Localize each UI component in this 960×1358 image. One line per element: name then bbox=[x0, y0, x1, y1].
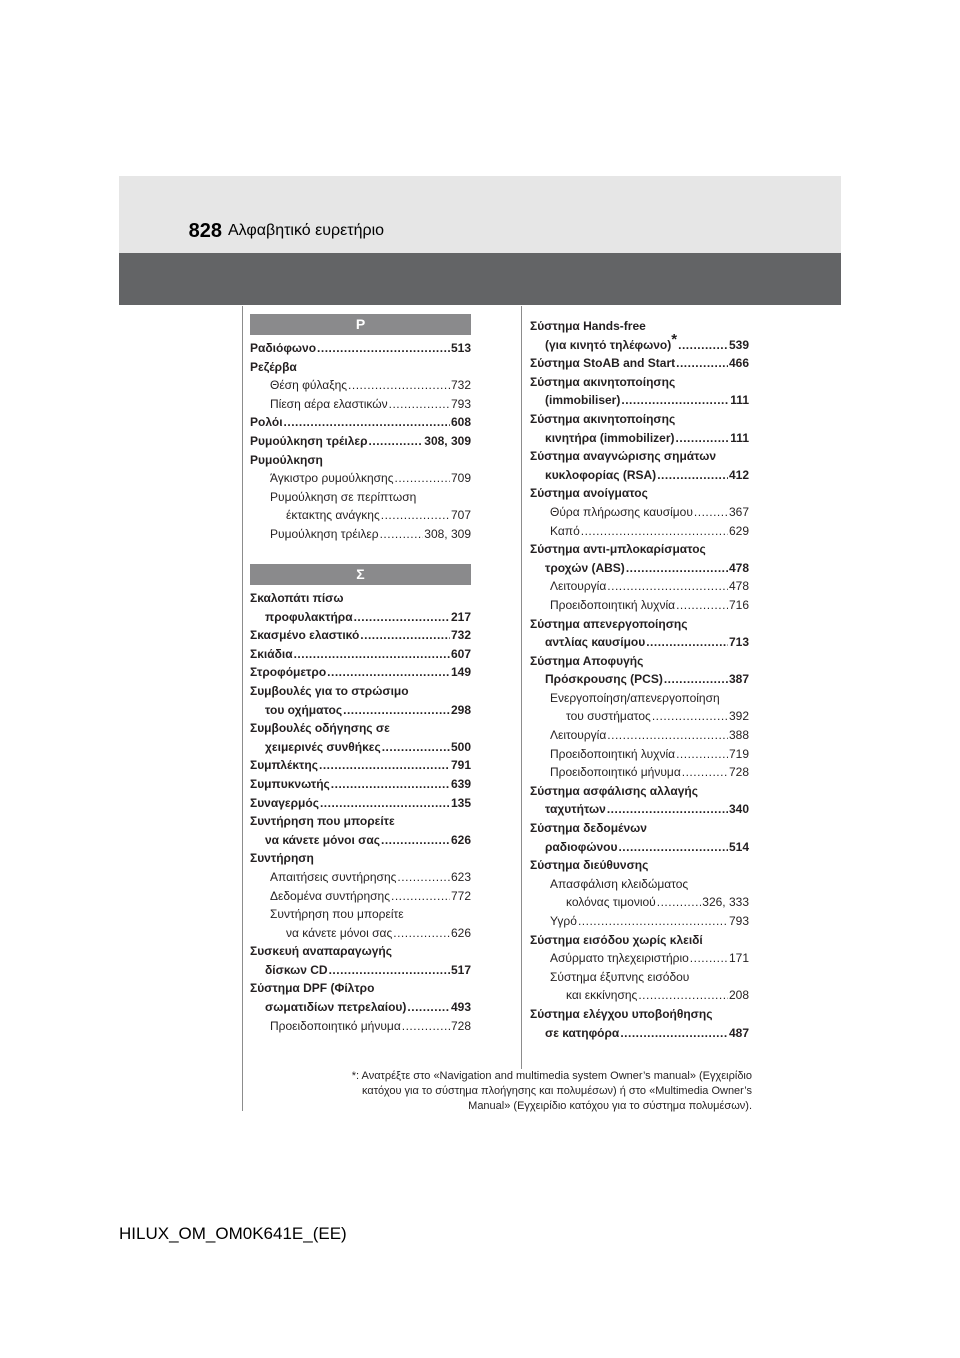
dot-leader bbox=[618, 838, 728, 857]
dot-leader bbox=[329, 961, 450, 980]
index-entry-text: Θύρα πλήρωσης καυσίμου bbox=[550, 504, 693, 519]
index-entry bbox=[250, 849, 471, 868]
document-code: HILUX_OM_OM0K641E_(EE) bbox=[119, 1224, 347, 1243]
dot-leader bbox=[395, 469, 450, 488]
index-entry bbox=[530, 1024, 749, 1043]
index-entry bbox=[530, 484, 749, 503]
index-entry bbox=[250, 376, 471, 395]
dot-leader bbox=[690, 949, 728, 968]
index-entry-page: 308, 309 bbox=[424, 526, 471, 541]
dot-leader bbox=[581, 522, 728, 541]
index-entry bbox=[530, 670, 749, 689]
index-entry-page: 732 bbox=[450, 378, 471, 393]
index-entry bbox=[250, 756, 471, 775]
index-entry-page: 478 bbox=[728, 579, 749, 594]
index-entry bbox=[530, 652, 749, 671]
index-entry-text: Ρυμούλκηση σε περίπτωση bbox=[270, 489, 417, 504]
index-entry-page: 135 bbox=[450, 795, 471, 810]
index-entry bbox=[530, 838, 749, 857]
footnote-line-1: : Ανατρέξτε στο «Navigation and multimedia system Owner’s manual» (Εγχειρίδιο bbox=[356, 1070, 752, 1082]
index-entry-text: Ρυμούλκηση bbox=[250, 452, 323, 467]
index-entry-page: 514 bbox=[728, 839, 749, 854]
index-entry-text: να κάνετε μόνοι σας bbox=[265, 832, 380, 847]
index-list-right bbox=[530, 317, 749, 1042]
index-entry-text: Συμβουλές για το στρώσιμο bbox=[250, 683, 409, 698]
index-entry-page: 608 bbox=[450, 415, 471, 430]
index-entry-page: 111 bbox=[730, 393, 749, 408]
index-entry bbox=[530, 466, 749, 485]
dot-leader bbox=[380, 525, 424, 544]
index-entry-text: Συμβουλές οδήγησης σε bbox=[250, 721, 390, 736]
footnote-line-2: κατόχου για το σύστημα πλοήγησης και πολυμέσων) ή στο «Multimedia Owner’s bbox=[361, 1085, 752, 1097]
index-entry-page: 171 bbox=[728, 951, 749, 966]
footnote bbox=[250, 1069, 752, 1114]
dot-leader bbox=[694, 503, 728, 522]
index-entry-text: Θέση φύλαξης bbox=[270, 378, 348, 393]
index-entry-page: 793 bbox=[728, 914, 749, 928]
index-entry-page: 719 bbox=[728, 746, 749, 761]
index-entry bbox=[530, 689, 749, 708]
index-entry-text: Προειδοποιητικό μήνυμα bbox=[550, 765, 681, 780]
dot-leader bbox=[360, 626, 450, 645]
index-entry-text: Συμπυκνωτής bbox=[250, 776, 330, 791]
index-entry bbox=[250, 488, 471, 507]
column-divider-middle bbox=[521, 306, 522, 1069]
index-entry-page: 149 bbox=[450, 665, 471, 680]
index-entry bbox=[530, 819, 749, 838]
index-entry-text: Λειτουργία bbox=[550, 579, 607, 594]
index-entry bbox=[530, 577, 749, 596]
index-entry bbox=[530, 447, 749, 466]
dot-leader bbox=[319, 756, 450, 775]
index-entry-text: Σύστημα αντι-μπλοκαρίσματος bbox=[530, 542, 706, 557]
dot-leader bbox=[320, 794, 450, 813]
dot-leader bbox=[676, 354, 728, 373]
index-entry bbox=[530, 633, 749, 652]
index-entry-text: (για κινητό τηλέφωνο) bbox=[545, 337, 672, 352]
index-entry-text: Σκιάδια bbox=[250, 646, 293, 661]
index-entry-page: 387 bbox=[728, 672, 749, 687]
index-entry-text: κολόνας τιμονιού bbox=[566, 895, 656, 910]
index-entry-page: 208 bbox=[728, 988, 749, 1003]
index-entry bbox=[530, 949, 749, 968]
index-entry bbox=[250, 738, 471, 757]
index-entry-text: Ραδιόφωνο bbox=[250, 341, 317, 355]
column-divider-left bbox=[242, 306, 243, 1111]
index-entry-text: Σύστημα αναγνώρισης σημάτων bbox=[530, 449, 717, 464]
section-header-s: Σ bbox=[250, 564, 471, 585]
index-entry bbox=[250, 905, 471, 924]
dot-leader bbox=[391, 887, 450, 906]
index-entry bbox=[250, 719, 471, 738]
index-entry-text: Σύστημα ελέγχου υποβοήθησης bbox=[530, 1006, 713, 1021]
index-entry-text: Πίεση αέρα ελαστικών bbox=[270, 396, 388, 411]
index-entry-text: Σύστημα απενεργοποίησης bbox=[530, 616, 688, 631]
index-entry bbox=[250, 682, 471, 701]
index-entry-page: 478 bbox=[728, 560, 749, 575]
index-entry bbox=[250, 626, 471, 645]
index-list-s bbox=[250, 589, 471, 1035]
index-entry-text: Καπό bbox=[550, 523, 580, 538]
dot-leader bbox=[381, 506, 450, 525]
index-entry bbox=[530, 373, 749, 392]
index-entry bbox=[530, 330, 749, 355]
index-entry bbox=[530, 540, 749, 559]
index-entry-page: 517 bbox=[450, 962, 471, 977]
index-entry-text: Συντήρηση που μπορείτε bbox=[250, 814, 395, 829]
index-entry bbox=[530, 707, 749, 726]
index-entry-text: προφυλακτήρα bbox=[265, 609, 353, 624]
index-entry-text: Σκασμένο ελαστικό bbox=[250, 628, 360, 643]
index-entry-page: 493 bbox=[450, 1000, 471, 1015]
index-entry-text: Προειδοποιητικό μήνυμα bbox=[270, 1018, 401, 1033]
dot-leader bbox=[343, 701, 450, 720]
index-entry-page: 639 bbox=[450, 776, 471, 791]
index-entry bbox=[530, 912, 749, 931]
index-entry-text: δίσκων CD bbox=[265, 962, 328, 977]
index-entry-text: Σύστημα Αποφυγής bbox=[530, 653, 644, 668]
dot-leader bbox=[389, 395, 450, 414]
index-entry-text: Συντήρηση bbox=[250, 851, 314, 866]
index-entry-text: Σύστημα ακινητοποίησης bbox=[530, 374, 676, 389]
index-entry-page: 466 bbox=[728, 356, 749, 371]
index-entry-page: 709 bbox=[450, 471, 471, 486]
page-number: 828 bbox=[188, 220, 222, 242]
index-entry bbox=[530, 856, 749, 875]
index-entry-page: 487 bbox=[728, 1025, 749, 1040]
dot-leader bbox=[638, 986, 728, 1005]
dot-leader bbox=[676, 429, 730, 448]
index-entry-text: Προειδοποιητική λυχνία bbox=[550, 746, 676, 761]
index-entry-page: 626 bbox=[450, 925, 471, 940]
index-entry-page: 298 bbox=[450, 702, 471, 717]
index-entry bbox=[530, 391, 749, 410]
index-entry-text: του συστήματος bbox=[566, 709, 651, 724]
index-entry-text: Στροφόμετρο bbox=[250, 665, 327, 680]
dot-leader bbox=[676, 745, 728, 764]
dot-leader bbox=[652, 707, 728, 726]
index-entry bbox=[530, 429, 749, 448]
index-entry-page: 217 bbox=[450, 609, 471, 624]
index-entry bbox=[530, 596, 749, 615]
dot-leader bbox=[331, 775, 450, 794]
header-band bbox=[119, 253, 841, 305]
index-entry-text: σωματιδίων πετρελαίου) bbox=[265, 1000, 407, 1015]
index-entry bbox=[250, 924, 471, 943]
dot-leader bbox=[294, 645, 450, 664]
index-entry bbox=[250, 775, 471, 794]
index-entry bbox=[250, 1017, 471, 1036]
dot-leader bbox=[664, 670, 728, 689]
index-entry-text: ταχυτήτων bbox=[545, 802, 606, 817]
index-entry-page: 111 bbox=[730, 430, 749, 445]
index-entry-text: Σύστημα DPF (Φίλτρο bbox=[250, 981, 375, 996]
index-entry-text: να κάνετε μόνοι σας bbox=[286, 925, 393, 940]
dot-leader bbox=[327, 663, 450, 682]
index-entry bbox=[530, 726, 749, 745]
index-entry-text: και εκκίνησης bbox=[566, 988, 638, 1003]
dot-leader bbox=[382, 738, 450, 757]
index-entry-text: Σύστημα δεδομένων bbox=[530, 821, 647, 836]
index-entry bbox=[530, 782, 749, 801]
index-entry-page: 513 bbox=[450, 341, 471, 355]
dot-leader bbox=[578, 912, 728, 931]
index-entry-text: Σκαλοπάτι πίσω bbox=[250, 591, 344, 605]
index-entry bbox=[250, 794, 471, 813]
index-entry bbox=[530, 559, 749, 578]
footnote-reference: * bbox=[671, 330, 678, 348]
index-entry-text: κυκλοφορίας (RSA) bbox=[545, 467, 657, 482]
index-entry bbox=[530, 986, 749, 1005]
index-entry-text: (immobiliser) bbox=[545, 393, 621, 408]
dot-leader bbox=[621, 391, 729, 410]
index-entry-text: Ρεζέρβα bbox=[250, 359, 297, 374]
index-entry bbox=[250, 358, 471, 377]
index-entry-text: ραδιοφώνου bbox=[545, 839, 618, 854]
index-entry bbox=[250, 413, 471, 432]
index-entry-text: Σύστημα StoAB and Start bbox=[530, 356, 676, 371]
dot-leader bbox=[317, 339, 450, 358]
dot-leader bbox=[284, 413, 450, 432]
index-entry bbox=[250, 395, 471, 414]
index-entry-text: χειμερινές συνθήκες bbox=[265, 739, 381, 754]
index-entry-text: Σύστημα ανοίγματος bbox=[530, 486, 648, 501]
index-entry-page: 772 bbox=[450, 888, 471, 903]
index-entry-page: 340 bbox=[728, 802, 749, 817]
index-entry-page: 500 bbox=[450, 739, 471, 754]
dot-leader bbox=[407, 998, 450, 1017]
dot-leader bbox=[676, 596, 728, 615]
index-entry-text: Συσκευή αναπαραγωγής bbox=[250, 944, 392, 959]
index-entry bbox=[530, 1005, 749, 1024]
dot-leader bbox=[620, 1024, 728, 1043]
index-entry bbox=[530, 745, 749, 764]
dot-leader bbox=[393, 924, 450, 943]
index-entry bbox=[250, 645, 471, 664]
index-entry-text: σε κατηφόρα bbox=[545, 1025, 620, 1040]
dot-leader bbox=[682, 763, 728, 782]
index-entry-page: 728 bbox=[728, 765, 749, 780]
index-entry bbox=[530, 317, 749, 336]
index-entry bbox=[250, 525, 471, 544]
index-entry-text: κινητήρα (immobilizer) bbox=[545, 430, 675, 445]
index-entry-text: Σύστημα εισόδου χωρίς κλειδί bbox=[530, 932, 703, 947]
index-entry-page: 732 bbox=[450, 628, 471, 643]
index-entry bbox=[530, 503, 749, 522]
dot-leader bbox=[348, 376, 450, 395]
dot-leader bbox=[369, 432, 424, 451]
index-entry bbox=[250, 979, 471, 998]
index-entry-page: 388 bbox=[728, 728, 749, 743]
index-entry-text: Ασύρματο τηλεχειριστήριο bbox=[550, 951, 689, 966]
index-entry bbox=[250, 961, 471, 980]
index-entry-page: 716 bbox=[728, 597, 749, 612]
index-entry bbox=[530, 893, 749, 912]
index-entry bbox=[250, 663, 471, 682]
footnote-line-3: Manual» (Εγχειρίδιο κατόχου για το σύστημα πολυμέσων). bbox=[468, 1100, 752, 1112]
index-entry bbox=[530, 410, 749, 429]
index-entry bbox=[530, 354, 749, 373]
dot-leader bbox=[626, 559, 728, 578]
index-entry bbox=[530, 763, 749, 782]
index-entry-text: Υγρό bbox=[550, 914, 577, 928]
index-entry-page: 793 bbox=[450, 396, 471, 411]
index-entry bbox=[250, 812, 471, 831]
index-entry-page: 791 bbox=[450, 758, 471, 773]
index-entry-page: 607 bbox=[450, 646, 471, 661]
index-entry bbox=[250, 868, 471, 887]
index-entry bbox=[250, 998, 471, 1017]
index-entry bbox=[530, 615, 749, 634]
index-entry-page: 412 bbox=[728, 467, 749, 482]
index-entry-text: Σύστημα ασφάλισης αλλαγής bbox=[530, 783, 698, 798]
index-entry bbox=[250, 506, 471, 525]
index-entry-page: 728 bbox=[450, 1018, 471, 1033]
index-entry-text: τροχών (ABS) bbox=[545, 560, 625, 575]
index-entry-text: Ρυμούλκηση τρέιλερ bbox=[250, 433, 368, 448]
index-entry bbox=[250, 339, 471, 358]
index-entry-page: 326, 333 bbox=[702, 895, 749, 910]
index-entry-text: Δεδομένα συντήρησης bbox=[270, 888, 390, 903]
index-entry-text: Άγκιστρο ρυμούλκησης bbox=[270, 471, 394, 486]
index-entry bbox=[530, 875, 749, 894]
index-entry-text: Σύστημα Hands-free bbox=[530, 319, 646, 333]
dot-leader bbox=[607, 800, 728, 819]
index-entry bbox=[250, 701, 471, 720]
index-entry-page: 367 bbox=[728, 504, 749, 519]
index-entry-text: Ενεργοποίηση/απενεργοποίηση bbox=[550, 690, 720, 705]
index-entry-text: Πρόσκρουσης (PCS) bbox=[545, 672, 663, 687]
index-entry-page: 539 bbox=[728, 337, 749, 352]
index-entry-text: Απαιτήσεις συντήρησης bbox=[270, 869, 397, 884]
index-entry-text: Ρυμούλκηση τρέιλερ bbox=[270, 526, 379, 541]
index-entry-text: Συμπλέκτης bbox=[250, 758, 318, 773]
index-entry-text: Ρολόι bbox=[250, 415, 283, 430]
index-entry-text: αντλίας καυσίμου bbox=[545, 635, 646, 650]
index-entry bbox=[530, 931, 749, 950]
index-list-r bbox=[250, 339, 471, 544]
index-entry-text: Σύστημα ακινητοποίησης bbox=[530, 411, 676, 426]
index-entry-text: Προειδοποιητική λυχνία bbox=[550, 597, 676, 612]
footnote-marker: * bbox=[351, 1070, 357, 1082]
index-entry bbox=[530, 800, 749, 819]
index-entry bbox=[250, 451, 471, 470]
index-entry-text: Λειτουργία bbox=[550, 728, 607, 743]
index-entry bbox=[250, 942, 471, 961]
page-header bbox=[119, 176, 841, 253]
index-entry-text: Σύστημα διεύθυνσης bbox=[530, 858, 649, 873]
index-entry-text: του οχήματος bbox=[265, 702, 343, 717]
index-entry bbox=[250, 589, 471, 608]
index-entry bbox=[250, 469, 471, 488]
index-entry-page: 623 bbox=[450, 869, 471, 884]
index-entry-page: 308, 309 bbox=[424, 433, 471, 448]
index-entry-text: έκτακτης ανάγκης bbox=[286, 508, 380, 523]
dot-leader bbox=[607, 577, 728, 596]
index-entry-page: 392 bbox=[728, 709, 749, 724]
index-entry bbox=[250, 831, 471, 850]
dot-leader bbox=[657, 466, 728, 485]
index-entry bbox=[250, 608, 471, 627]
index-entry-page: 713 bbox=[728, 635, 749, 650]
section-header-r: Ρ bbox=[250, 314, 471, 335]
index-entry bbox=[530, 968, 749, 987]
index-entry bbox=[530, 522, 749, 541]
dot-leader bbox=[397, 868, 450, 887]
index-entry-text: Συντήρηση που μπορείτε bbox=[270, 907, 404, 922]
index-entry-page: 629 bbox=[728, 523, 749, 538]
dot-leader bbox=[657, 893, 702, 912]
dot-leader bbox=[381, 831, 450, 850]
index-entry-text: Συναγερμός bbox=[250, 795, 319, 810]
dot-leader bbox=[678, 336, 728, 355]
dot-leader bbox=[646, 633, 728, 652]
chapter-title: Αλφαβητικό ευρετήριο bbox=[228, 222, 385, 239]
index-entry-text: Απασφάλιση κλειδώματος bbox=[550, 876, 689, 891]
dot-leader bbox=[607, 726, 728, 745]
index-entry bbox=[250, 887, 471, 906]
index-entry-page: 707 bbox=[450, 508, 471, 523]
dot-leader bbox=[402, 1017, 450, 1036]
index-entry-page: 626 bbox=[450, 832, 471, 847]
index-entry bbox=[250, 432, 471, 451]
index-entry-text: Σύστημα έξυπνης εισόδου bbox=[550, 969, 690, 984]
dot-leader bbox=[354, 608, 450, 627]
